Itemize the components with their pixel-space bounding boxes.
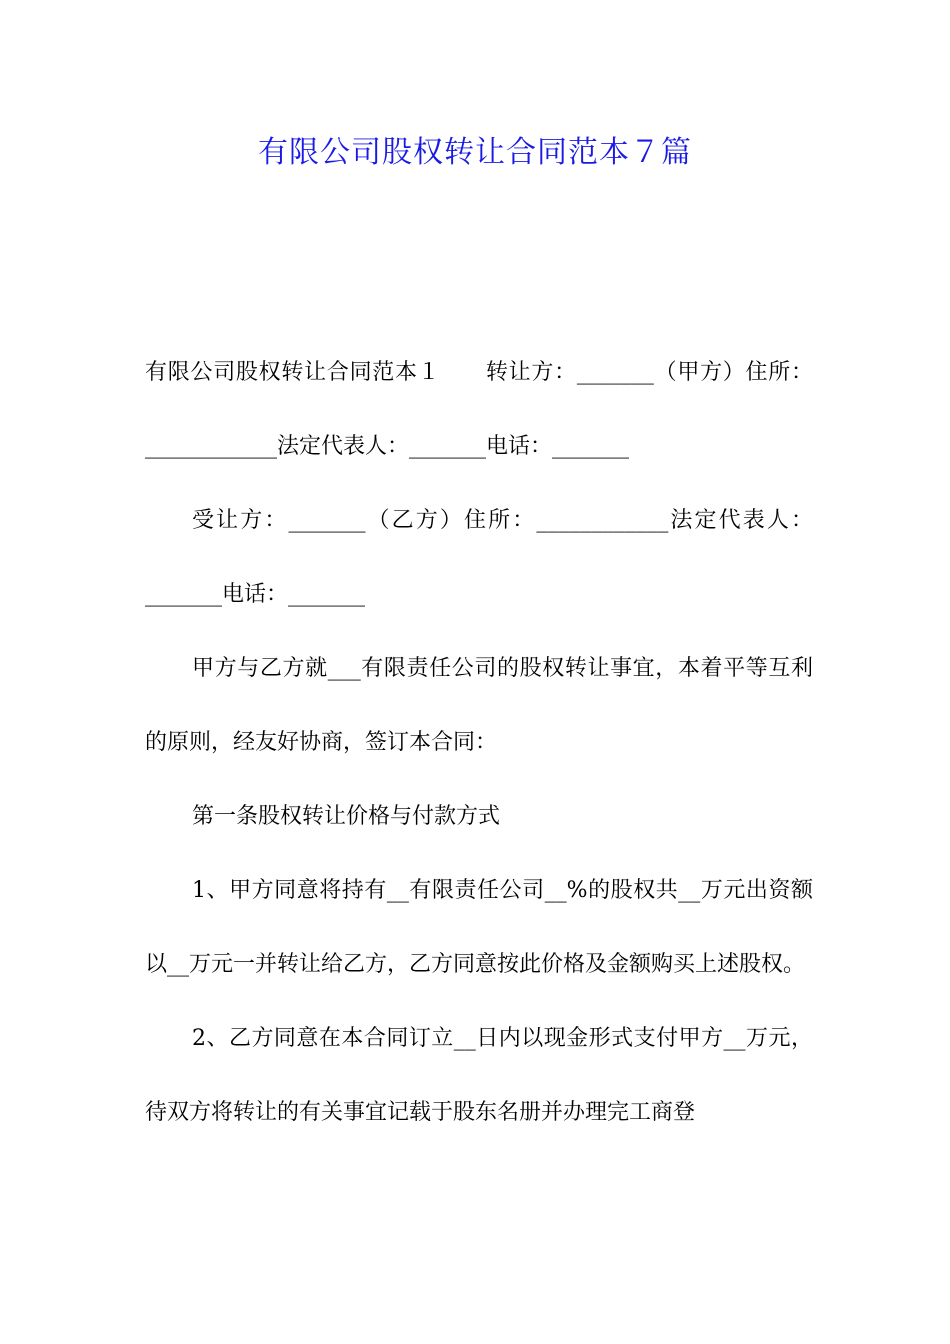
clause-2: 2、乙方同意在本合同订立__日内以现金形式支付甲方__万元，待双方将转让的有关事宜记载于股东名册并办理完工商登 [145, 1026, 813, 1125]
clause-1: 1、甲方同意将持有__有限责任公司__%的股权共__万元出资额以__万元一并转让给乙方，乙方同意按此价格及金额购买上述股权。 [145, 878, 813, 977]
paragraph-preamble: 甲方与乙方就___有限责任公司的股权转让事宜，本着平等互利的原则，经友好协商，签订本合同： [145, 656, 813, 755]
document-body [145, 336, 813, 1150]
paragraph-transferee: 受让方：_______（乙方）住所：____________法定代表人：_______电话：_______ [145, 508, 813, 607]
paragraph-header-parties: 有限公司股权转让合同范本１ 转让方：_______（甲方）住所：____________法定代表人：_______电话：_______ [145, 360, 813, 459]
document-title: 有限公司股权转让合同范本７篇 [258, 135, 692, 170]
article-one-heading: 第一条股权转让价格与付款方式 [192, 804, 501, 829]
